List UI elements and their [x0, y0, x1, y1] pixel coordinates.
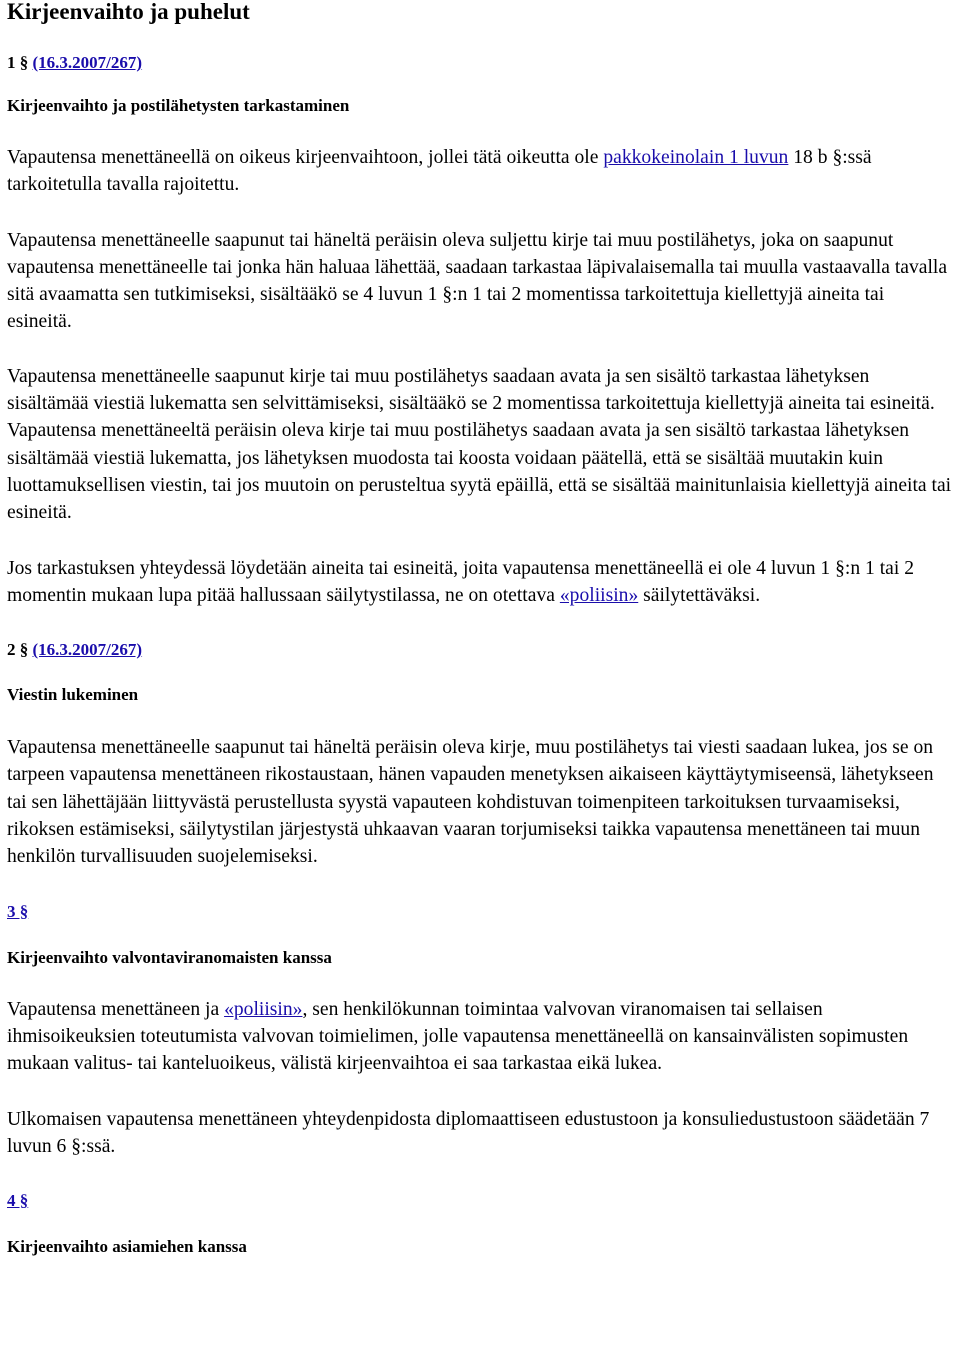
section-2-paragraph-1: Vapautensa menettäneelle saapunut tai häneltä peräisin oleva kirje, muu postilähetys tai viesti saadaan lukea, jos se on tarpeen vapautensa menettäneen rikostaustaan, hänen vapauden menetyksen aikaiseen käyttäytymiseensä, lähetykseen tai sen lähettäjään liittyvästä perustellusta syystä vapauteen kohdistuvan toimenpiteen tarkoituksen turvaamiseksi, rikoksen estämiseksi, säilytystilan järjestystä uhkaavan vaaran torjumiseksi taikka vapautensa menettäneen tai muun henkilön turvallisuuden suojelemiseksi. [7, 737, 934, 868]
section-2-number [7, 640, 953, 660]
paragraph-text: , sen henkilökunnan toimintaa valvovan viranomaisen tai sellaisen ihmisoikeuksien toteutumista valvovan toimielimen, jolle vapautensa menettäneellä on kansainvälisten sopimusten mukaan valitus- tai kanteluoikeus, välistä kirjeenvaihtoa ei saa tarkastaa eikä lukea. [7, 998, 909, 1075]
section-sign: § [19, 640, 29, 660]
term-link[interactable]: «poliisin» [224, 998, 303, 1020]
amendment-link[interactable]: (16.3.2007/267) [32, 640, 143, 660]
paragraph-text: Vapautensa menettäneellä on oikeus kirjeenvaihtoon, jollei tätä oikeutta ole [7, 147, 604, 168]
paragraph-text: Jos tarkastuksen yhteydessä löydetään aineita tai esineitä, joita vapautensa menettäneellä ei ole 4 luvun 1 §:n 1 tai 2 momentin mukaan lupa pitää hallussaan säilytystilassa, ne on otettava [7, 557, 915, 606]
section-1-paragraph-4 [7, 555, 953, 610]
paragraph-text: Vapautensa menettäneen ja [7, 998, 225, 1020]
section-link[interactable]: 3 § [7, 901, 29, 921]
section-1-number [7, 53, 953, 73]
section-link[interactable]: 4 § [7, 1191, 29, 1211]
section-1-paragraph-1 [7, 144, 953, 199]
term-link[interactable]: «poliisin» [559, 584, 639, 606]
section-4-heading: Kirjeenvaihto asiamiehen kanssa [7, 1237, 247, 1257]
paragraph-text: säilytettäväksi. [638, 584, 761, 606]
section-number: 1 [7, 53, 16, 72]
section-number: 2 [7, 640, 16, 660]
section-1-heading: Kirjeenvaihto ja postilähetysten tarkastaminen [7, 96, 350, 115]
section-2-heading: Viestin lukeminen [7, 685, 139, 705]
section-3-number [7, 902, 953, 922]
section-3-heading: Kirjeenvaihto valvontaviranomaisten kanssa [7, 947, 332, 967]
law-reference-link[interactable]: pakkokeinolain 1 luvun [603, 147, 789, 168]
paragraph-text: 18 b §:ssä tarkoitetulla tavalla rajoitettu. [7, 147, 872, 196]
chapter-title: Kirjeenvaihto ja puhelut [7, 0, 250, 24]
section-1-paragraph-2: Vapautensa menettäneelle saapunut tai häneltä peräisin oleva suljettu kirje tai muu postilähetys, joka on saapunut vapautensa menettäneelle tai jonka hän haluaa lähettää, saadaan tarkastaa läpivalaisemalla tai muulla vastaavalla tavalla sitä avaamatta sen tutkimiseksi, sisältääkö se 4 luvun 1 §:n 1 tai 2 momentissa tarkoitettuja kiellettyjä aineita tai esineitä. [7, 229, 948, 333]
amendment-link[interactable]: (16.3.2007/267) [32, 53, 143, 72]
section-3-paragraph-1 [7, 996, 953, 1078]
section-1-paragraph-3: Vapautensa menettäneelle saapunut kirje tai muu postilähetys saadaan avata ja sen sisältö tarkastaa lähetyksen sisältämää viestiä lukematta sen selvittämiseksi, sisältääkö se 2 momentissa tarkoitettuja kiellettyjä aineita tai esineitä. Vapautensa menettäneeltä peräisin oleva kirje tai muu postilähetys saadaan avata ja sen sisältö tarkastaa lähetyksen sisältämää viestiä lukematta, jos lähetyksen muodosta tai koosta voidaan päätellä, että se sisältää muutakin kuin luottamuksellisen viestin, tai jos muutoin on perusteltua syytä epäillä, että se sisältää mainitunlaisia kiellettyjä aineita tai esineitä. [7, 365, 952, 524]
section-3-paragraph-2: Ulkomaisen vapautensa menettäneen yhteydenpidosta diplomaattiseen edustustoon ja konsuliedustustoon säädetään 7 luvun 6 §:ssä. [7, 1108, 930, 1157]
section-sign: § [19, 53, 29, 72]
section-4-number [7, 1191, 953, 1211]
